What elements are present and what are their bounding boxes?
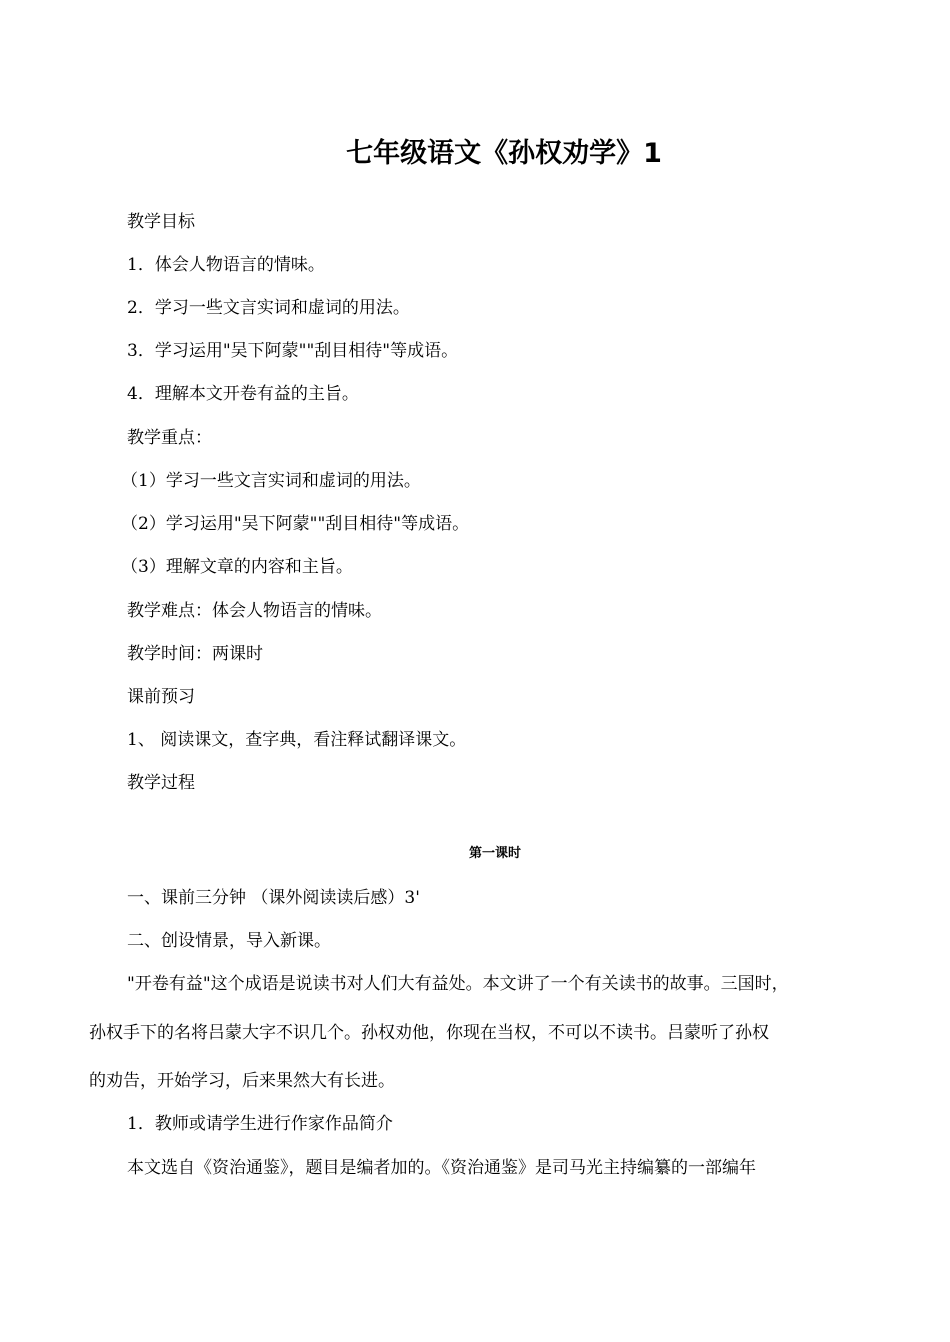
- key-point-item: （3）理解文章的内容和主旨。: [121, 557, 353, 577]
- key-points-heading: 教学重点：: [127, 428, 212, 448]
- difficulty-line: 教学难点：体会人物语言的情味。: [127, 601, 382, 621]
- objectives-heading: 教学目标: [127, 212, 195, 232]
- step-line: 一、课前三分钟 （课外阅读读后感）3': [127, 888, 420, 908]
- key-point-item: （2）学习运用"吴下阿蒙""刮目相待"等成语。: [121, 514, 470, 534]
- step-line: 二、创设情景，导入新课。: [127, 931, 331, 951]
- lesson-heading: 第一课时: [468, 846, 521, 861]
- intro-paragraph-line: 的劝告，开始学习，后来果然大有长进。: [89, 1071, 395, 1091]
- objective-item: 1．体会人物语言的情味。: [127, 255, 325, 275]
- preview-item: 1、 阅读课文，查字典，看注释试翻译课文。: [127, 730, 467, 750]
- objective-item: 3．学习运用"吴下阿蒙""刮目相待"等成语。: [127, 341, 459, 361]
- document-title: 七年级语文《孙权劝学》1: [346, 138, 662, 169]
- key-point-item: （1）学习一些文言实词和虚词的用法。: [121, 471, 421, 491]
- preview-heading: 课前预习: [127, 687, 195, 707]
- objective-item: 4．理解本文开卷有益的主旨。: [127, 384, 359, 404]
- intro-paragraph-line: 孙权手下的名将吕蒙大字不识几个。孙权劝他，你现在当权，不可以不读书。吕蒙听了孙权: [89, 1023, 769, 1043]
- list-item: 1．教师或请学生进行作家作品简介: [127, 1114, 393, 1134]
- source-paragraph-line: 本文选自《资治通鉴》，题目是编者加的。《资治通鉴》是司马光主持编纂的一部编年: [127, 1158, 756, 1178]
- objective-item: 2．学习一些文言实词和虚词的用法。: [127, 298, 410, 318]
- process-heading: 教学过程: [127, 773, 195, 793]
- intro-paragraph-line: "开卷有益"这个成语是说读书对人们大有益处。本文讲了一个有关读书的故事。三国时，: [127, 974, 789, 994]
- time-line: 教学时间：两课时: [127, 644, 263, 664]
